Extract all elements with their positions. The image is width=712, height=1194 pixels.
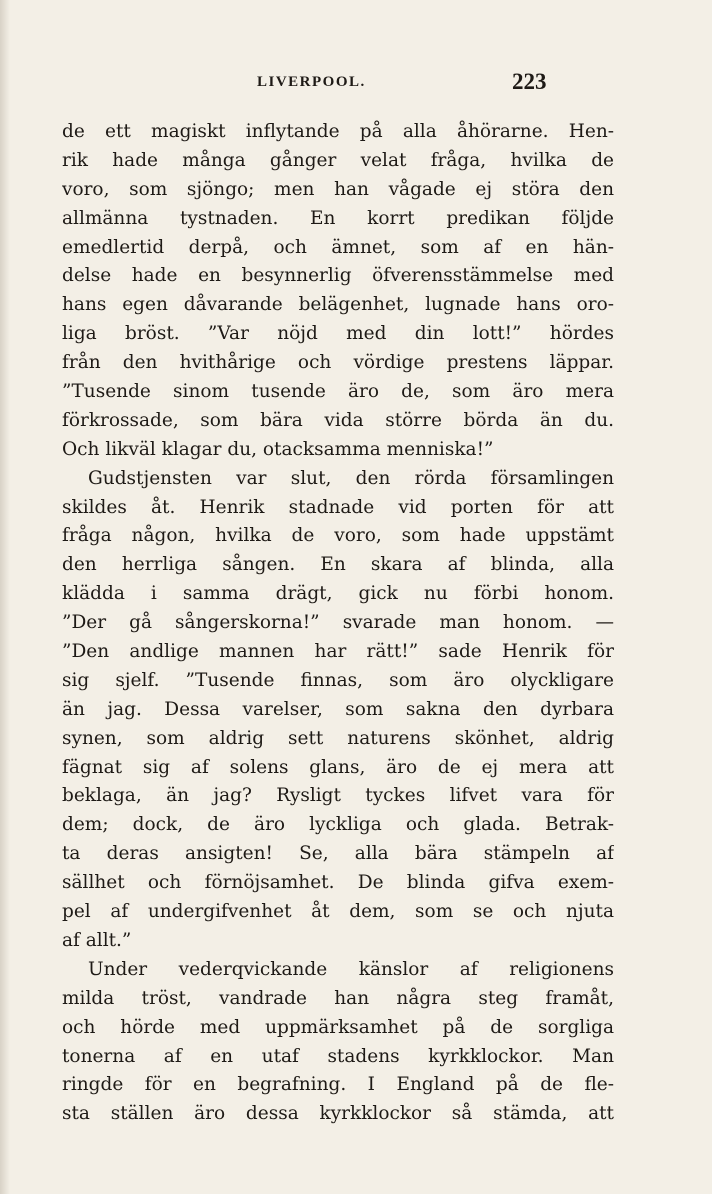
text-line: och hörde med uppmärksamhet på de sorgliga (62, 1016, 614, 1038)
text-line: ”Der gå sångerskorna!” svarade man honom. — (62, 612, 614, 634)
text-line: liga bröst. ”Var nöjd med din lott!” hördes (62, 323, 614, 345)
text-line: milda tröst, vandrade han några steg framåt, (62, 987, 614, 1009)
text-line: emedlertid derpå, och ämnet, som af en hän- (62, 236, 614, 258)
text-line: förkrossade, som bära vida större börda än du. (62, 409, 614, 431)
text-line: skildes åt. Henrik stadnade vid porten för att (62, 496, 614, 518)
text-line: pel af undergifvenhet åt dem, som se och njuta (62, 901, 614, 923)
text-line: tonerna af en utaf stadens kyrkklockor. Man (62, 1045, 614, 1067)
text-line: ringde för en begrafning. I England på de fle- (62, 1074, 614, 1096)
text-line: delse hade en besynnerlig öfverensstämmelse med (62, 265, 614, 287)
text-line: af allt.” (62, 929, 132, 951)
text-line: än jag. Dessa varelser, som sakna den dyrbara (62, 698, 614, 720)
text-line: ”Den andlige mannen har rätt!” sade Henrik för (62, 641, 614, 663)
body-text (62, 118, 614, 1129)
text-line: voro, som sjöngo; men han vågade ej störa den (62, 178, 614, 200)
text-line: sta ställen äro dessa kyrkklockor så stämda, att (62, 1103, 614, 1125)
text-line: synen, som aldrig sett naturens skönhet, aldrig (62, 727, 614, 749)
running-head (0, 69, 712, 98)
text-line: från den hvithårige och vördige prestens läppar. (62, 352, 614, 374)
chapter-title: LIVERPOOL. (257, 74, 366, 90)
text-line: sällhet och förnöjsamhet. De blinda gifva exem- (62, 872, 614, 894)
text-line: klädda i samma drägt, gick nu förbi honom. (62, 583, 614, 605)
text-line: Under vederqvickande känslor af religionens (88, 958, 614, 980)
text-line: dem; dock, de äro lyckliga och glada. Betrak- (62, 814, 614, 836)
page-edge-shadow (0, 0, 10, 1194)
text-line: beklaga, än jag? Rysligt tyckes lifvet vara för (62, 785, 614, 807)
text-line: hans egen dåvarande belägenhet, lugnade hans oro- (62, 294, 614, 316)
text-line: ”Tusende sinom tusende äro de, som äro mera (62, 381, 614, 403)
text-line: sig sjelf. ”Tusende finnas, som äro olyckligare (62, 669, 614, 691)
text-line: fråga någon, hvilka de voro, som hade uppstämt (62, 525, 614, 547)
text-line: rik hade många gånger velat fråga, hvilka de (62, 149, 614, 171)
text-line: de ett magiskt inflytande på alla åhörarne. Hen- (62, 121, 614, 142)
text-line: ta deras ansigten! Se, alla bära stämpeln af (62, 843, 614, 865)
text-line: Och likväl klagar du, otacksamma menniska!” (62, 438, 494, 460)
text-line: den herrliga sången. En skara af blinda, alla (62, 554, 614, 576)
page-number: 223 (512, 69, 547, 94)
text-line: fägnat sig af solens glans, äro de ej mera att (62, 756, 614, 778)
text-line: Gudstjensten var slut, den rörda församlingen (88, 467, 614, 489)
text-line: allmänna tystnaden. En korrt predikan följde (62, 207, 614, 229)
